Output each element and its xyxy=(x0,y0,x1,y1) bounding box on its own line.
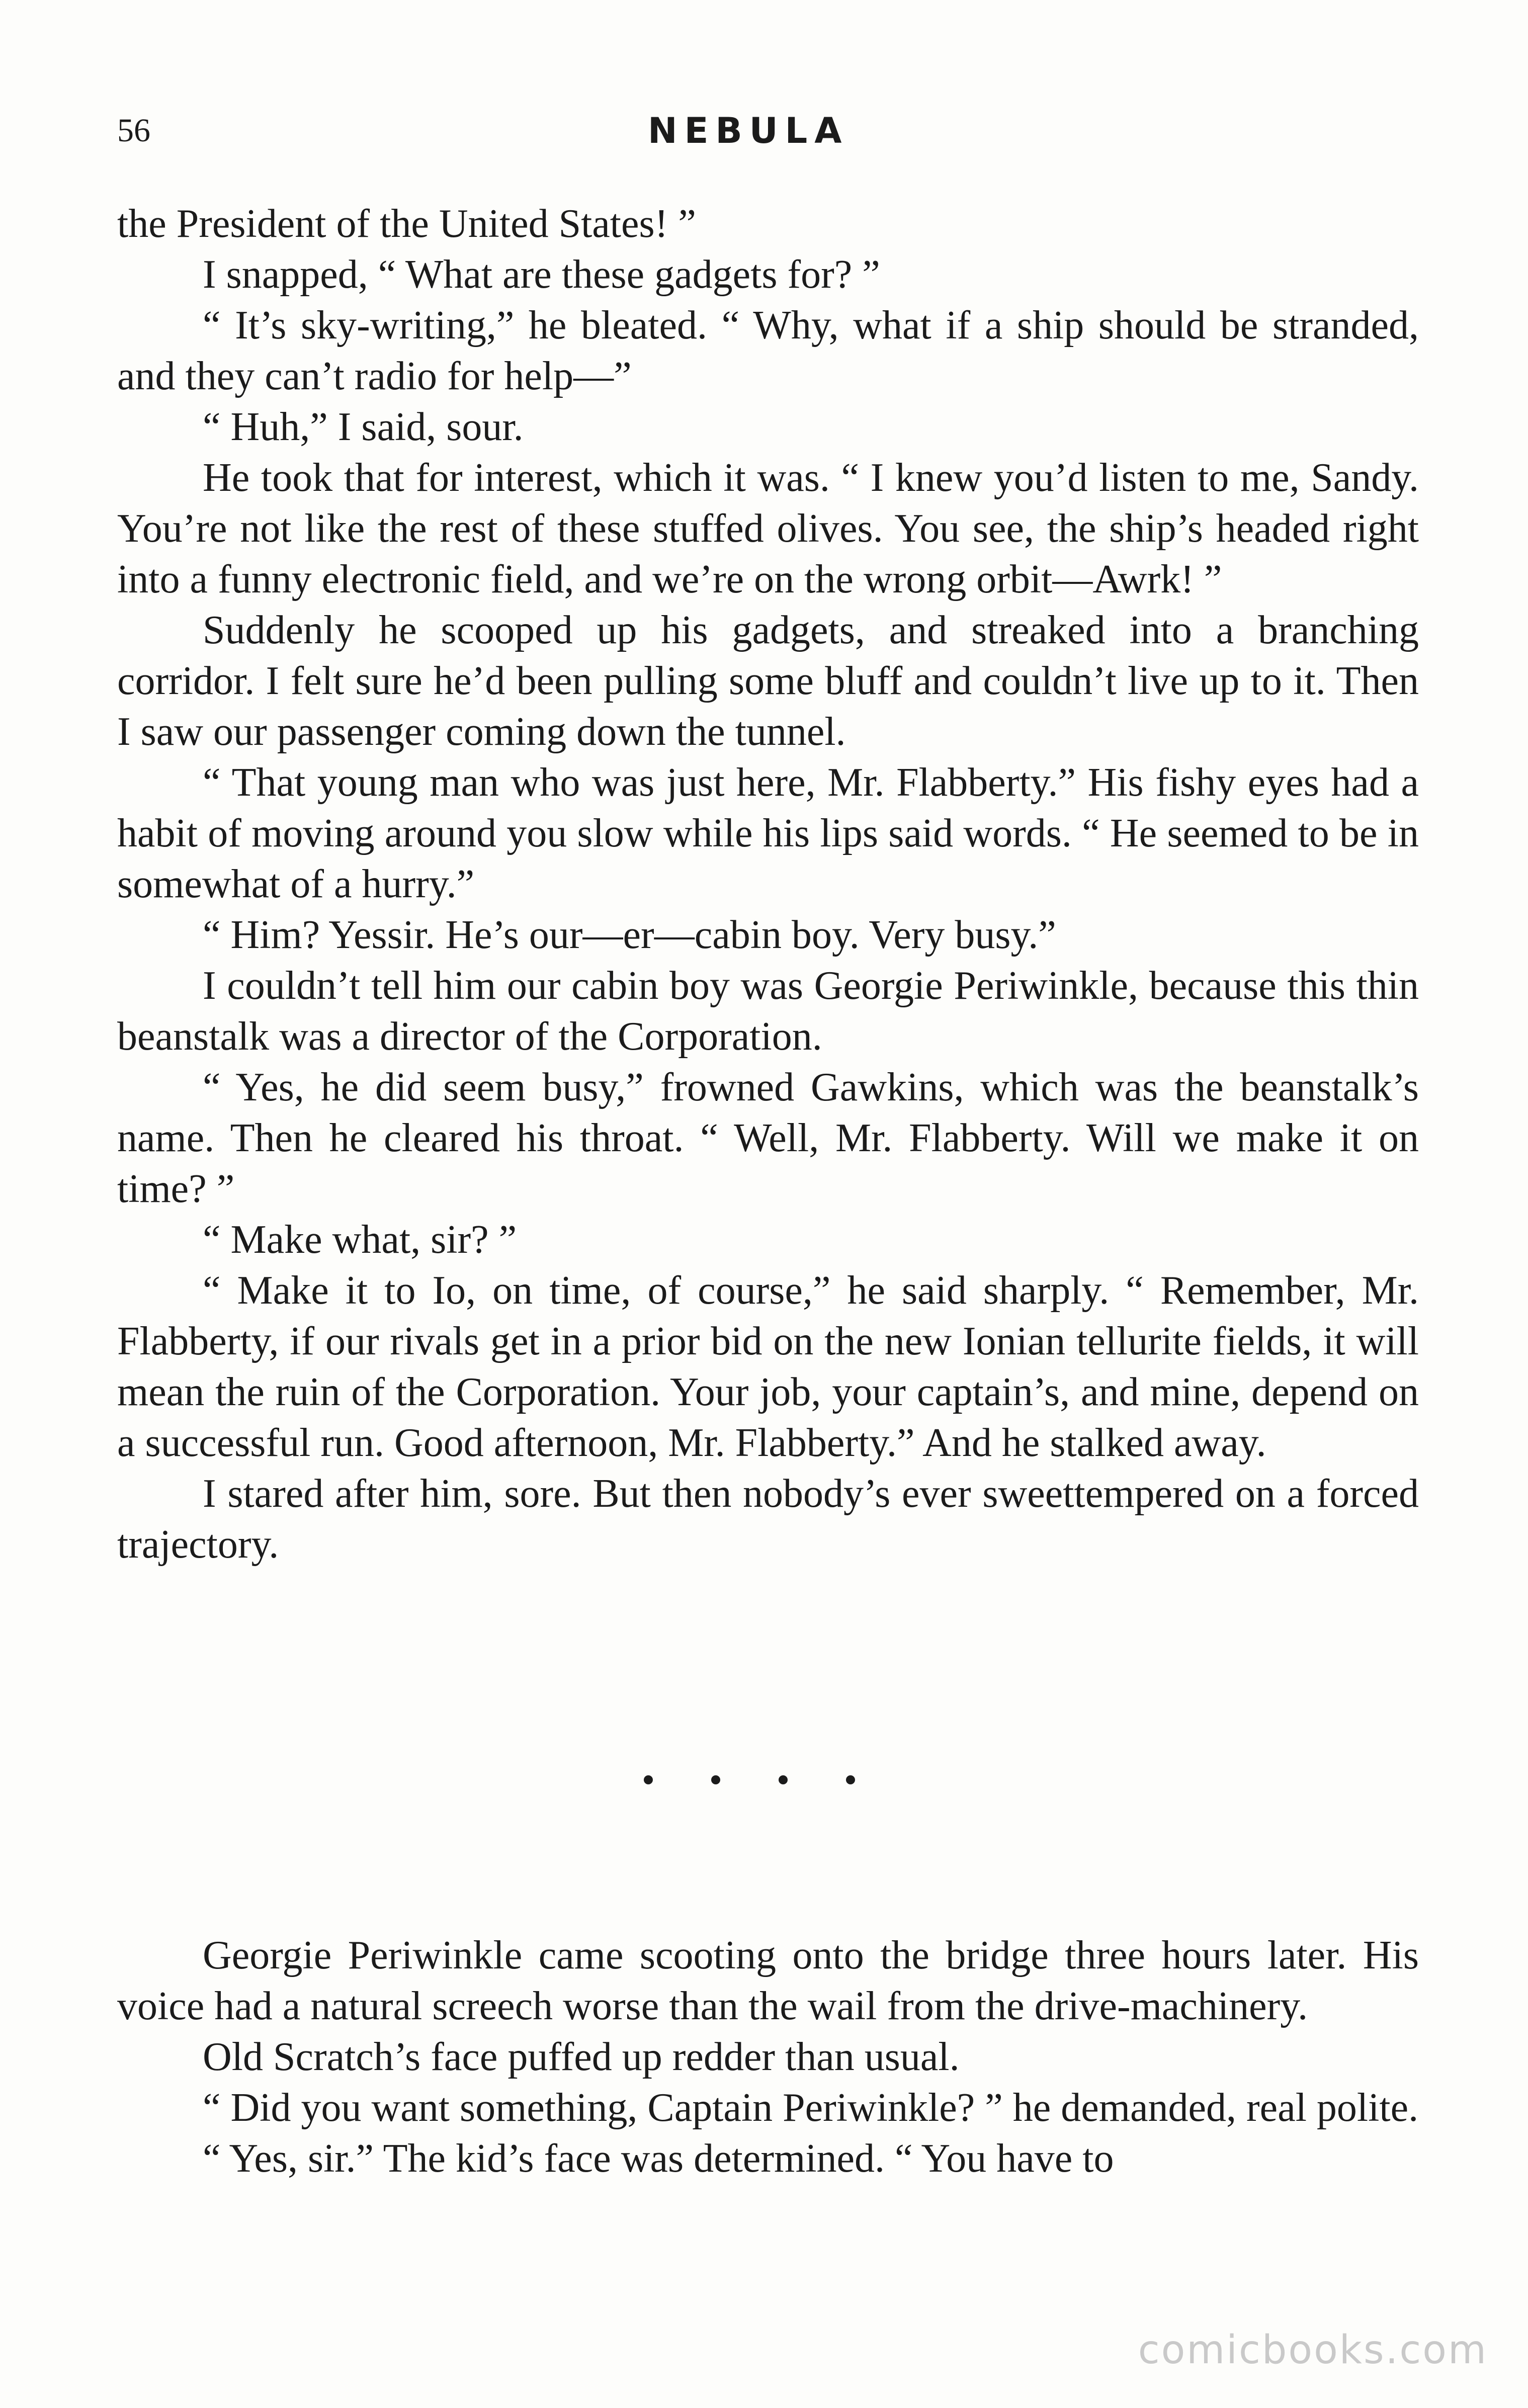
section-break-dots xyxy=(644,1775,855,1784)
dot-ornament xyxy=(711,1775,720,1784)
paragraph: He took that for interest, which it was. “ I knew you’d listen to me, Sandy. You’re not like the rest of these stuffed olives. You see, the ship’s headed right into a funny electronic field, and we’re on the wrong orbit—Awrk! ” xyxy=(117,456,1419,601)
dot-ornament xyxy=(779,1775,788,1784)
paragraph: “ Yes, he did seem busy,” frowned Gawkins, which was the beanstalk’s name. Then he cleared his throat. “ Well, Mr. Flabberty. Will we make it on time? ” xyxy=(117,1065,1419,1211)
story-text-section-1 xyxy=(117,199,1419,1570)
paragraph: “ Did you want something, Captain Periwinkle? ” he demanded, real polite. xyxy=(203,2086,1419,2130)
paragraph: “ Him? Yessir. He’s our—er—cabin boy. Very busy.” xyxy=(203,913,1056,957)
paragraph: I couldn’t tell him our cabin boy was Georgie Periwinkle, because this thin beanstalk was a director of the Corporation. xyxy=(117,964,1419,1059)
dot-ornament xyxy=(644,1775,653,1784)
paragraph: “ That young man who was just here, Mr. Flabberty.” His fishy eyes had a habit of moving around you slow while his lips said words. “ He seemed to be in somewhat of a hurry.” xyxy=(117,760,1419,906)
page-header xyxy=(117,106,1425,156)
paragraph: “ It’s sky-writing,” he bleated. “ Why, what if a ship should be stranded, and they can’t radio for help—” xyxy=(117,303,1419,398)
paragraph: “ Make what, sir? ” xyxy=(203,1218,517,1262)
paragraph: “ Huh,” I said, sour. xyxy=(203,405,524,449)
paragraph: I snapped, “ What are these gadgets for? ” xyxy=(203,252,880,297)
story-text-section-2 xyxy=(117,1930,1419,2184)
paragraph: “ Make it to Io, on time, of course,” he said sharply. “ Remember, Mr. Flabberty, if our rivals get in a prior bid on the new Ionian tellurite fields, it will mean the ruin of the Corporation. Your job, your captain’s, and mine, depend on a successful run. Good afternoon, Mr. Flabberty.” And he stalked away. xyxy=(117,1268,1419,1465)
paragraph: “ Yes, sir.” The kid’s face was determined. “ You have to xyxy=(203,2136,1114,2181)
running-title: NEBULA xyxy=(648,110,849,151)
watermark: comicbooks.com xyxy=(1138,2328,1488,2373)
page-number: 56 xyxy=(117,112,150,149)
paragraph: I stared after him, sore. But then nobody’s ever sweettempered on a forced trajectory. xyxy=(117,1472,1419,1567)
paragraph: Suddenly he scooped up his gadgets, and streaked into a branching corridor. I felt sure he’d been pulling some bluff and couldn’t live up to it. Then I saw our passenger coming down the tunnel. xyxy=(117,608,1419,754)
dot-ornament xyxy=(846,1775,855,1784)
paragraph: Old Scratch’s face puffed up redder than usual. xyxy=(203,2035,960,2079)
paragraph: the President of the United States! ” xyxy=(117,202,696,246)
paragraph: Georgie Periwinkle came scooting onto the bridge three hours later. His voice had a natural screech worse than the wail from the drive-machinery. xyxy=(117,1933,1419,2028)
